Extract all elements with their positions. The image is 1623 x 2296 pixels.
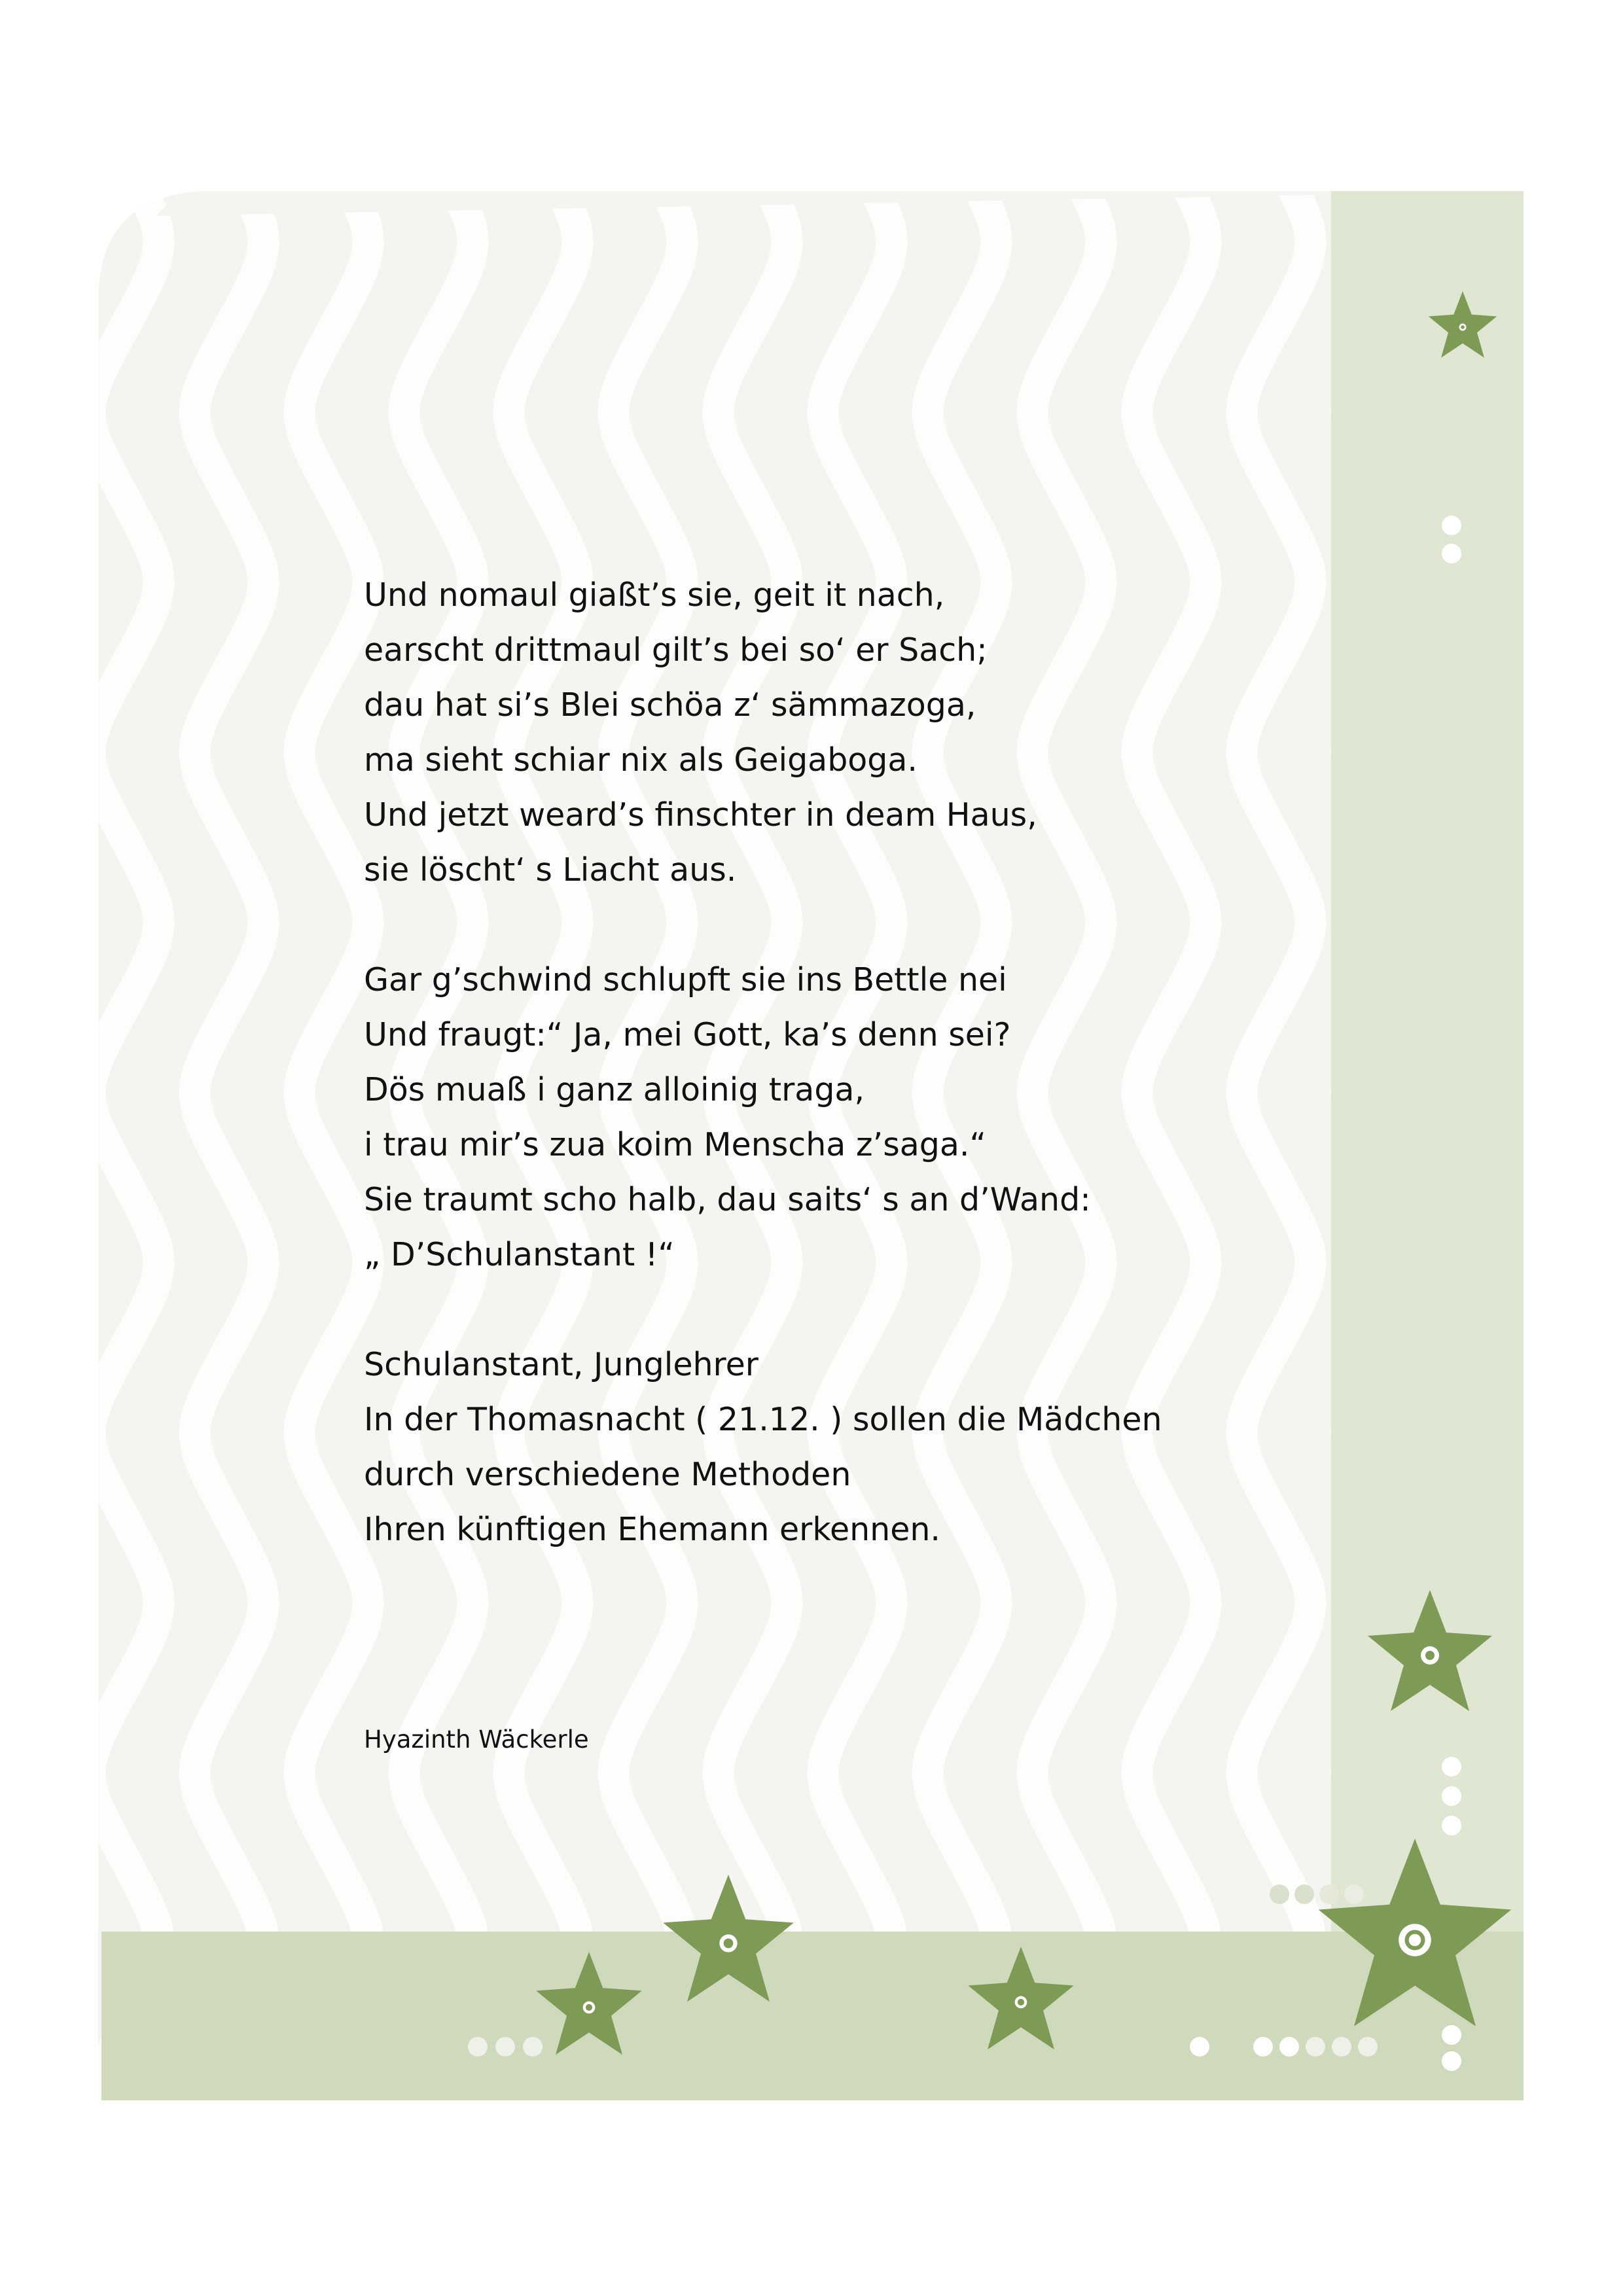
- poem-line: Und jetzt weard’s finschter in deam Haus,: [364, 796, 1037, 834]
- bottom-green-band: [101, 1932, 1524, 2100]
- note-line: durch verschiedene Methoden: [364, 1456, 851, 1493]
- poem-line: Gar g’schwind schlupft sie ins Bettle nei: [364, 961, 1007, 998]
- note-line: Schulanstant, Junglehrer: [364, 1346, 758, 1383]
- dot-row-bottom-left: [468, 2037, 543, 2057]
- poem-line: Und fraugt:“ Ja, mei Gott, ka’s denn sei?: [364, 1016, 1011, 1053]
- poem-line: Und nomaul giaßt’s sie, geit it nach,: [364, 576, 945, 614]
- right-green-band: [1331, 191, 1524, 2100]
- poem-line: dau hat si’s Blei schöa z‘ sämmazoga,: [364, 686, 976, 724]
- poem-text: [364, 568, 1280, 1557]
- poem-line: i trau mir’s zua koim Menscha z’saga.“: [364, 1126, 986, 1163]
- author-name: Hyazinth Wäckerle: [364, 1725, 589, 1754]
- poem-line: ma sieht schiar nix als Geigaboga.: [364, 741, 918, 779]
- poem-line: „ D’Schulanstant !“: [364, 1236, 675, 1273]
- poem-line: Dös muaß i ganz alloinig traga,: [364, 1071, 865, 1108]
- stanza-gap: [364, 1282, 1280, 1337]
- stanza-gap: [364, 898, 1280, 953]
- note-line: In der Thomasnacht ( 21.12. ) sollen die Mädchen: [364, 1401, 1162, 1438]
- poem-line: earscht drittmaul gilt’s bei so‘ er Sach;: [364, 631, 988, 669]
- poem-line: Sie traumt scho halb, dau saits‘ s an d’Wand:: [364, 1181, 1091, 1218]
- poem-line: sie löscht‘ s Liacht aus.: [364, 851, 737, 889]
- note-line: Ihren künftigen Ehemann erkennen.: [364, 1511, 940, 1548]
